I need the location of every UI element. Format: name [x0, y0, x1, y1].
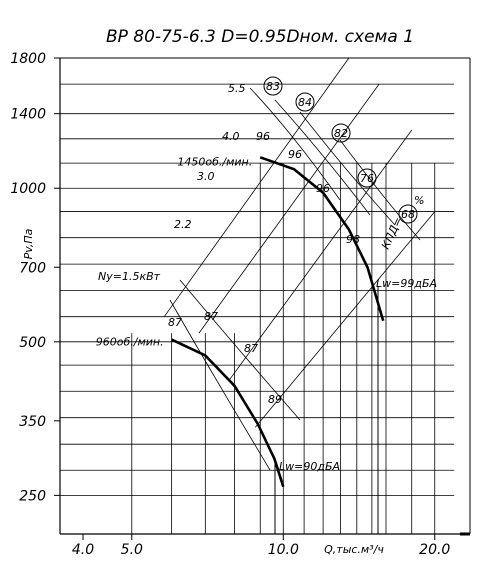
power-label: 3.0 [197, 170, 215, 183]
point-label-1450: 96 [256, 130, 270, 143]
power-label: 4.0 [222, 130, 240, 143]
efficiency-label: 84 [298, 96, 312, 109]
y-tick-label: 700 [19, 260, 46, 277]
y-tick-label: 500 [19, 334, 46, 351]
point-label-1450: 98 [346, 233, 360, 246]
x-tick-label: 20.0 [419, 542, 451, 558]
power-label: 5.5 [228, 82, 246, 95]
noise-label-1450: Lw=99дБА [376, 277, 438, 290]
x-tick-label: 10.0 [267, 542, 299, 558]
efficiency-unit: % [414, 194, 425, 207]
efficiency-caption: КПД= [378, 215, 406, 252]
point-label-960: 89 [268, 393, 282, 406]
power-guide-line [199, 84, 379, 333]
efficiency-label: 68 [401, 208, 415, 221]
x-tick-label: 4.0 [71, 542, 95, 558]
efficiency-label: 76 [360, 172, 374, 185]
point-label-960: 87 [168, 316, 182, 329]
efficiency-label: 83 [266, 80, 280, 93]
x-tick-label: 5.0 [120, 542, 143, 558]
series-label-1450: 1450об./мин. [177, 155, 253, 169]
power-label: 2.2 [174, 218, 192, 231]
y-tick-label: 1800 [10, 51, 46, 67]
point-label-960: 87 [204, 310, 218, 323]
power-annotation: Ny=1.5кВт [98, 270, 161, 283]
efficiency-arc [180, 280, 300, 420]
y-tick-label: 350 [19, 413, 46, 430]
efficiency-arc [340, 140, 420, 240]
y-axis-label: Pv,Па [22, 228, 35, 260]
series-label-960: 960об./мин. [95, 335, 164, 349]
y-tick-label: 1000 [10, 181, 46, 198]
y-tick-label: 1400 [10, 106, 46, 123]
noise-label-960: Lw=90дБА [279, 460, 341, 473]
x-axis-label: Q,тыс.м³/ч [324, 543, 384, 556]
point-label-960: 87 [244, 342, 258, 355]
point-label-1450: 96 [288, 148, 302, 161]
chart-title: ВР 80-75-6.3 D=0.95Dном. схема 1 [105, 27, 415, 47]
y-tick-label: 250 [19, 488, 46, 505]
efficiency-label: 82 [334, 127, 348, 140]
point-label-1450: 96 [316, 182, 330, 195]
axes [10, 51, 470, 558]
